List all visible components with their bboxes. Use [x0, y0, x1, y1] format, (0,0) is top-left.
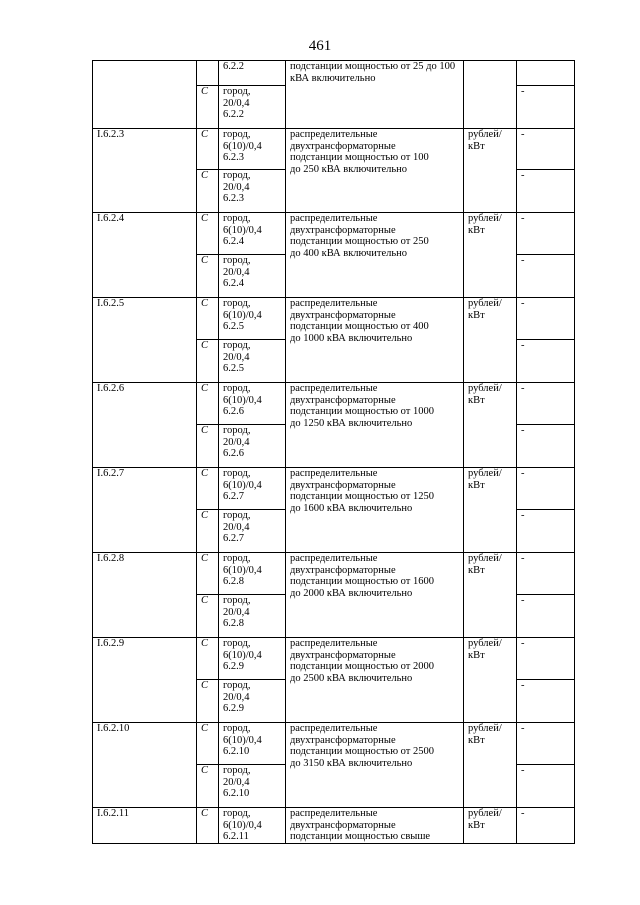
unit-cell: рублей/ кВт	[464, 383, 517, 468]
letter-cell: С	[197, 808, 219, 844]
table-row	[93, 808, 575, 844]
id-cell: I.6.2.8	[93, 553, 197, 638]
table-row	[93, 553, 575, 595]
letter-cell: С	[197, 723, 219, 765]
value-cell: -	[517, 86, 575, 129]
letter-cell: С	[197, 510, 219, 553]
letter-cell: С	[197, 553, 219, 595]
code-cell: город, 6(10)/0,4 6.2.5	[219, 298, 286, 340]
unit-cell: рублей/ кВт	[464, 808, 517, 844]
id-cell: I.6.2.3	[93, 129, 197, 213]
table-row	[93, 61, 575, 86]
value-cell: -	[517, 468, 575, 510]
letter-cell: С	[197, 213, 219, 255]
code-cell: 6.2.2	[219, 61, 286, 86]
value-cell: -	[517, 808, 575, 844]
description-cell: распределительные двухтрансформаторные подстанции мощностью от 250 до 400 кВА включительно	[286, 213, 464, 298]
unit-cell: рублей/ кВт	[464, 553, 517, 638]
description-cell: подстанции мощностью от 25 до 100 кВА включительно	[286, 61, 464, 129]
code-cell: город, 20/0,4 6.2.10	[219, 765, 286, 808]
code-cell: город, 6(10)/0,4 6.2.11	[219, 808, 286, 844]
table-row	[93, 638, 575, 680]
letter-cell: С	[197, 383, 219, 425]
code-cell: город, 20/0,4 6.2.2	[219, 86, 286, 129]
unit-cell: рублей/ кВт	[464, 298, 517, 383]
code-cell: город, 6(10)/0,4 6.2.9	[219, 638, 286, 680]
table-body	[93, 61, 575, 844]
table-row	[93, 383, 575, 425]
code-cell: город, 6(10)/0,4 6.2.3	[219, 129, 286, 170]
description-cell: распределительные двухтрансформаторные подстанции мощностью от 100 до 250 кВА включительно	[286, 129, 464, 213]
code-cell: город, 6(10)/0,4 6.2.10	[219, 723, 286, 765]
table-row	[93, 129, 575, 170]
letter-cell	[197, 61, 219, 86]
value-cell: -	[517, 340, 575, 383]
letter-cell: С	[197, 765, 219, 808]
letter-cell: С	[197, 129, 219, 170]
description-cell: распределительные двухтрансформаторные подстанции мощностью от 2000 до 2500 кВА включительно	[286, 638, 464, 723]
letter-cell: С	[197, 170, 219, 213]
unit-cell: рублей/ кВт	[464, 213, 517, 298]
code-cell: город, 20/0,4 6.2.5	[219, 340, 286, 383]
description-cell: распределительные двухтрансформаторные подстанции мощностью от 400 до 1000 кВА включительно	[286, 298, 464, 383]
code-cell: город, 20/0,4 6.2.6	[219, 425, 286, 468]
letter-cell: С	[197, 340, 219, 383]
tariff-table	[92, 60, 575, 844]
value-cell	[517, 61, 575, 86]
id-cell: I.6.2.7	[93, 468, 197, 553]
description-cell: распределительные двухтрансформаторные подстанции мощностью от 2500 до 3150 кВА включительно	[286, 723, 464, 808]
code-cell: город, 20/0,4 6.2.7	[219, 510, 286, 553]
id-cell: I.6.2.5	[93, 298, 197, 383]
code-cell: город, 20/0,4 6.2.3	[219, 170, 286, 213]
value-cell: -	[517, 553, 575, 595]
id-cell: I.6.2.4	[93, 213, 197, 298]
value-cell: -	[517, 298, 575, 340]
description-cell: распределительные двухтрансформаторные подстанции мощностью от 1250 до 1600 кВА включительно	[286, 468, 464, 553]
value-cell: -	[517, 595, 575, 638]
table-row	[93, 723, 575, 765]
id-cell	[93, 61, 197, 129]
description-cell: распределительные двухтрансформаторные подстанции мощностью свыше	[286, 808, 464, 844]
id-cell: I.6.2.6	[93, 383, 197, 468]
code-cell: город, 6(10)/0,4 6.2.8	[219, 553, 286, 595]
value-cell: -	[517, 638, 575, 680]
letter-cell: С	[197, 468, 219, 510]
table-row	[93, 468, 575, 510]
description-cell: распределительные двухтрансформаторные подстанции мощностью от 1600 до 2000 кВА включительно	[286, 553, 464, 638]
code-cell: город, 20/0,4 6.2.8	[219, 595, 286, 638]
id-cell: I.6.2.10	[93, 723, 197, 808]
unit-cell: рублей/ кВт	[464, 129, 517, 213]
unit-cell: рублей/ кВт	[464, 638, 517, 723]
value-cell: -	[517, 723, 575, 765]
value-cell: -	[517, 383, 575, 425]
table-row	[93, 213, 575, 255]
letter-cell: С	[197, 425, 219, 468]
page-number: 461	[308, 38, 332, 54]
value-cell: -	[517, 510, 575, 553]
id-cell: I.6.2.9	[93, 638, 197, 723]
value-cell: -	[517, 765, 575, 808]
description-cell: распределительные двухтрансформаторные подстанции мощностью от 1000 до 1250 кВА включительно	[286, 383, 464, 468]
value-cell: -	[517, 170, 575, 213]
code-cell: город, 20/0,4 6.2.9	[219, 680, 286, 723]
value-cell: -	[517, 680, 575, 723]
value-cell: -	[517, 129, 575, 170]
letter-cell: С	[197, 86, 219, 129]
letter-cell: С	[197, 638, 219, 680]
value-cell: -	[517, 425, 575, 468]
letter-cell: С	[197, 680, 219, 723]
id-cell: I.6.2.11	[93, 808, 197, 844]
value-cell: -	[517, 213, 575, 255]
value-cell: -	[517, 255, 575, 298]
code-cell: город, 6(10)/0,4 6.2.6	[219, 383, 286, 425]
code-cell: город, 20/0,4 6.2.4	[219, 255, 286, 298]
unit-cell	[464, 61, 517, 129]
code-cell: город, 6(10)/0,4 6.2.7	[219, 468, 286, 510]
unit-cell: рублей/ кВт	[464, 468, 517, 553]
letter-cell: С	[197, 298, 219, 340]
letter-cell: С	[197, 595, 219, 638]
code-cell: город, 6(10)/0,4 6.2.4	[219, 213, 286, 255]
unit-cell: рублей/ кВт	[464, 723, 517, 808]
table-row	[93, 298, 575, 340]
letter-cell: С	[197, 255, 219, 298]
